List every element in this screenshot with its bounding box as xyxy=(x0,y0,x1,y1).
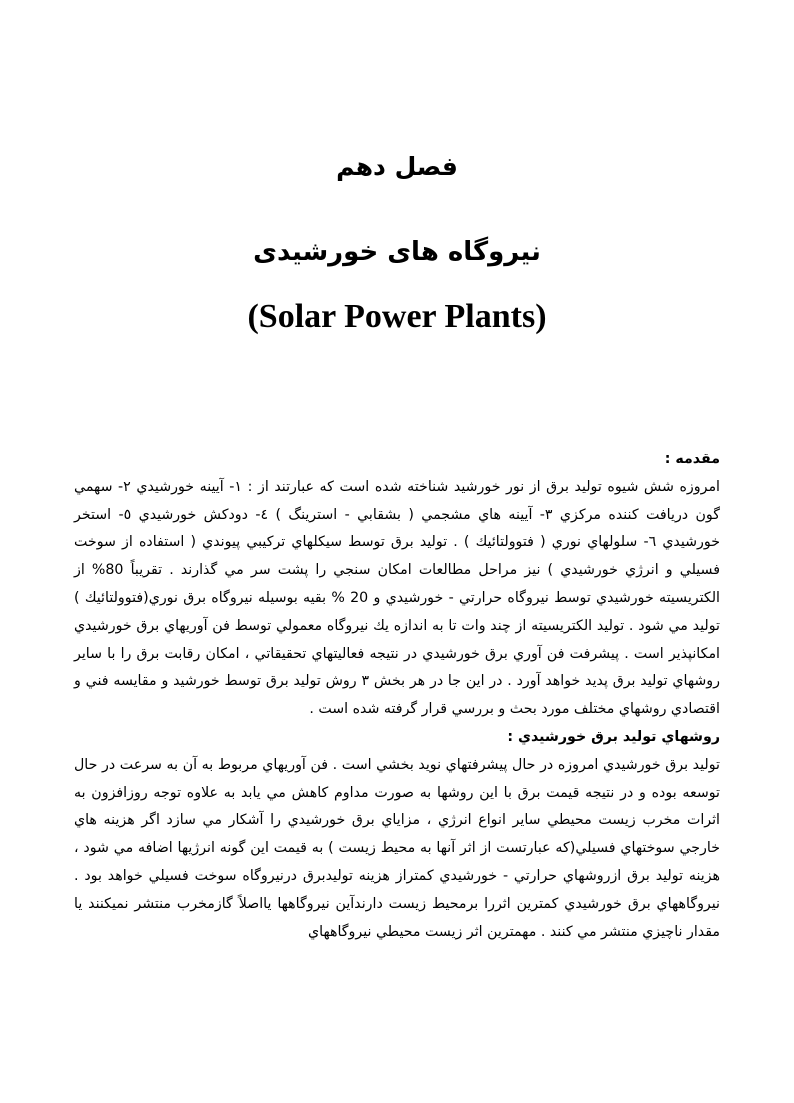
chapter-title: فصل دهم xyxy=(336,152,458,181)
chapter-title-persian: نيروگاه های خورشيدی xyxy=(253,237,541,267)
intro-paragraph: امروزه شش شيوه توليد برق از نور خورشيد شناخته شده است که عبارتند از : ۱- آيينه خورشيدي ۲- سهمي گون دريافت کننده مرکزي ۳- آيينه هاي مشجمي ( بشقابي - استرينگ ) ٤- دودکش خورشيدي ٥- استخر خورشيدي ٦- سلولهاي نوري ( فتوولتائيك ) . توليد برق توسط سيكلهاي تركيبي پيوندي ( استفاده از سوخت فسيلي و انرژي خورشيدي ) نيز مراحل مطالعات امکان سنجي را پشت سر مي گذارند . تقريباً 80% از الكتريسيته خورشيدي توسط نيروگاه حرارتي - خورشيدي و 20 % بقيه بوسيله نيروگاه برق نوري(فتوولتائيك ) توليد مي شود . توليد الكتريسيته از چند وات تا به اندازه يك نيروگاه معمولي توسط فن آوريهاي برق خورشيدي امكانپذير است . پيشرفت فن آوري برق خورشيدي در نتيجه فعاليتهاي تحقيقاتي ، امكان رقابت برق را با ساير روشهاي توليد برق پديد خواهد آورد . در اين جا در هر بخش ۳ روش توليد برق توسط خورشيد و مقايسه فني و اقتصادي روشهاي مختلف مورد بحث و بررسي قرار گرفته شده است . xyxy=(74,478,720,718)
body-text xyxy=(74,446,720,946)
methods-paragraph: توليد برق خورشيدي امروزه در حال پيشرفتهاي نويد بخشي است . فن آوريهاي مربوط به آن به سرعت در حال توسعه بوده و در نتيجه قيمت برق با اين روشها به صورت مداوم کاهش مي يابد به علاوه توجه روزافزون به اثرات مخرب زيست محيطي ساير انواع انرژي ، مزاياي برق خورشيدي را آشکار مي سازد اگر هزينه هاي خارجي سوختهاي فسيلي(که عبارتست از اثر آنها به محيط زيست ) به قيمت اين گونه انرژيها اضافه مي شود ، هزينه توليد برق ازروشهاي حرارتي - خورشيدي كمتراز هزينه توليدبرق درنيروگاه سوخت فسيلي خواهد بود . نيروگاههاي برق خورشيدي کمترين اثررا برمحيط زيست دارندآين نيروگاهها يااصلاً گازمخرب منتشر نميکنند يا مقدار ناچيزي منتشر مي کنند . مهمترين اثر زيست محيطي نيروگاههاي xyxy=(74,756,720,940)
methods-heading: روشهاي توليد برق خورشيدي : xyxy=(507,728,720,745)
intro-heading: مقدمه : xyxy=(664,451,720,467)
chapter-title-english: (Solar Power Plants) xyxy=(247,298,547,335)
